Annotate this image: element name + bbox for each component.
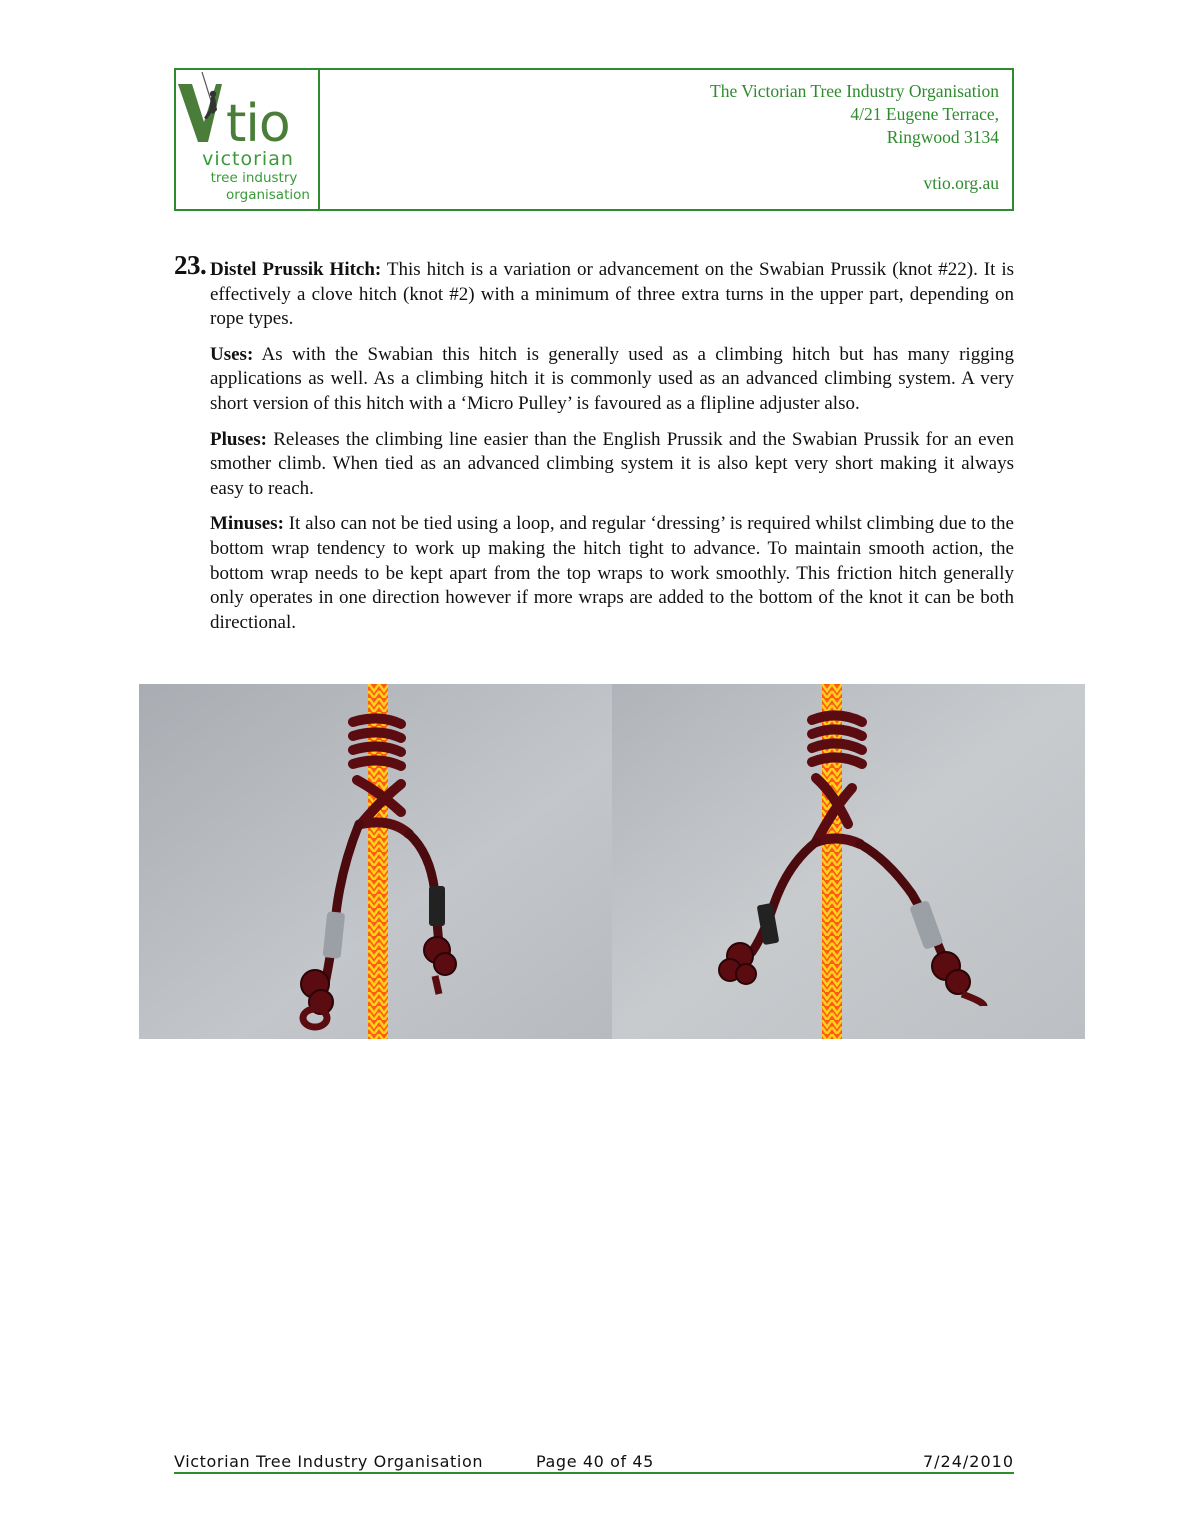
- vtio-wordmark-logo: [176, 70, 320, 150]
- minuses-text: It also can not be tied using a loop, and regular ‘dressing’ is required whilst climbing due to the bottom wrap tendency to work up making the hitch tight to advance. To maintain smooth action, the bottom wrap needs to be kept apart from the top wraps to work smoothly. This friction hitch generally only operates in one direction however if more wraps are added to the bottom of the knot it can be both directional.: [210, 513, 1014, 633]
- letterhead: [174, 68, 1014, 211]
- knot-title: Distel Prussik Hitch:: [210, 259, 382, 280]
- pluses-text: Releases the climbing line easier than the English Prussik and the Swabian Prussik for an even smother climb. When tied as an advanced climbing system it is also kept very short making it always easy to reach.: [210, 428, 1014, 499]
- footer-divider: [174, 1472, 1014, 1474]
- uses-label: Uses:: [210, 343, 254, 365]
- street-address: 4/21 Eugene Terrace,: [850, 104, 999, 124]
- org-name: The Victorian Tree Industry Organisation: [710, 81, 999, 101]
- footer-date: 7/24/2010: [922, 1452, 1014, 1471]
- vtio-logo: [176, 70, 320, 209]
- intro-text: This hitch is a variation or advancement on the Swabian Prussik (knot #22). It is effectively a clove hitch (knot #2) with a minimum of three extra turns in the upper part, depending on rope types.: [210, 259, 1014, 330]
- pluses-label: Pluses:: [210, 428, 267, 450]
- intro-paragraph: [210, 258, 1014, 332]
- uses-text: As with the Swabian this hitch is generally used as a climbing hitch but has many rigging applications as well. As a climbing hitch it is commonly used as an advanced climbing system. A very short version of this hitch with a ‘Micro Pulley’ is favoured as a flipline adjuster also.: [210, 343, 1014, 414]
- item-number: 23.: [174, 250, 207, 280]
- uses-paragraph: [210, 343, 1014, 417]
- page-footer: [174, 1452, 1014, 1472]
- minuses-paragraph: [210, 512, 1014, 635]
- address-block: [710, 80, 999, 195]
- svg-text:tio: tio: [226, 94, 290, 150]
- knot-photos: [139, 684, 1085, 1039]
- suburb-postcode: Ringwood 3134: [886, 127, 999, 147]
- page-number: Page 40 of 45: [536, 1452, 654, 1471]
- knot-photo-front: [139, 684, 612, 1039]
- knot-photo-back: [612, 684, 1085, 1039]
- logo-text-line2: tree industry: [210, 170, 298, 186]
- pluses-paragraph: [210, 428, 1014, 502]
- footer-org: Victorian Tree Industry Organisation: [174, 1452, 484, 1471]
- logo-text-line1: victorian: [202, 148, 294, 170]
- minuses-label: Minuses:: [210, 513, 284, 535]
- logo-text-line3: organisation: [226, 187, 310, 203]
- knot-description: [174, 250, 1014, 646]
- website-link[interactable]: vtio.org.au: [923, 173, 999, 193]
